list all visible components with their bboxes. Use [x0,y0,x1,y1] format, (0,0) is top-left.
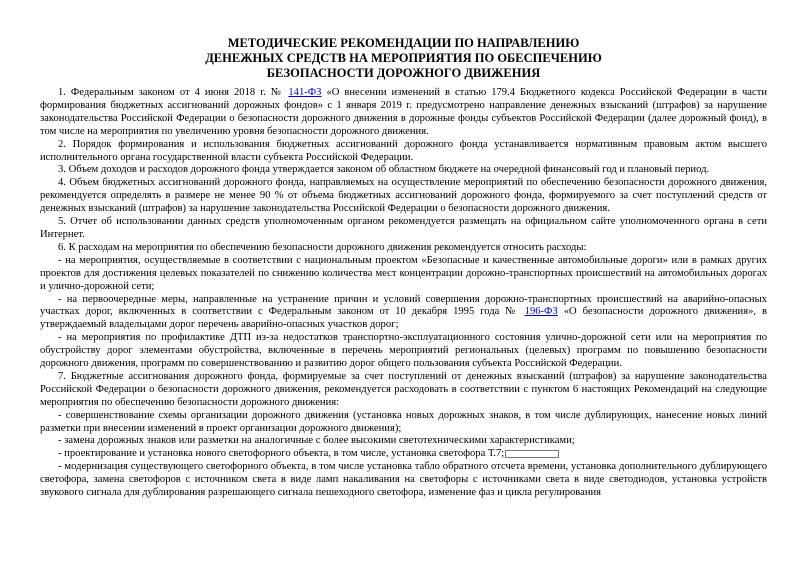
title-line-2: ДЕНЕЖНЫХ СРЕДСТВ НА МЕРОПРИЯТИЯ ПО ОБЕСПЕЧЕНИЮ [205,51,602,65]
paragraph-5: 5. Отчет об использовании данных средств уполномоченным органом рекомендуется размещать на официальном сайте уполномоченного органа в сети Интернет. [40,216,767,240]
paragraph-7c-text: - проектирование и установка нового светофорного объекта, в том числе, установка светофора Т.7; [58,448,505,460]
paragraph-6-item-prevention: - на мероприятия по профилактике ДТП из-за недостатков транспортно-эксплуатационного состояния улично-дорожной сети или на мероприятия по обустройству дорог элементами обустройства, включенные в перечень мероприятий региональных (целевых) программ по повышению безопасности дорожного движения, программ по совершенствованию и развитию дорог общего пользования субъекта Российской Федерации. [40,332,767,370]
paragraph-6-item-priority-measures [40,294,767,333]
law-link-141fz[interactable]: 141-ФЗ [288,87,322,98]
paragraph-1-text-a: 1. Федеральным законом от 4 июня 2018 г. № [58,87,289,98]
paragraph-6-item-national-project: - на мероприятия, осуществляемые в соответствии с национальным проектом «Безопасные и качественные автомобильные дороги» или в рамках других проектов для достижения целевых показателей по снижению количества мест концентрации дорожно-транспортных происшествий на автомобильных дорогах и улично-дорожной сети; [40,254,767,292]
document-page [40,36,767,500]
title-line-1: МЕТОДИЧЕСКИЕ РЕКОМЕНДАЦИИ ПО НАПРАВЛЕНИЮ [227,36,580,50]
paragraph-7-item-scheme: - совершенствование схемы организации дорожного движения (установка новых дорожных знаков, в том числе дублирующих, нанесение новых линий разметки при внесении изменений в проект организации дорожного движения); [40,409,767,434]
paragraph-2: 2. Порядок формирования и использования бюджетных ассигнований дорожного фонда устанавливается нормативным правовым актом высшего исполнительного органа государственной власти субъекта Российской Федерации. [40,138,767,163]
embedded-object-placeholder [505,450,559,458]
paragraph-3: 3. Объем доходов и расходов дорожного фонда утверждается законом об областном бюджете на очередной финансовый год и плановый период. [58,164,710,176]
paragraph-1 [40,87,767,139]
paragraph-6b-text-a: - на первоочередные меры, направленные на устранение причин и условий совершения дорожно-транспортных происшествий на аварийно-опасных участках дорог, включенных в соответствии с Федеральным законом от 10 декабря 1995 года № [40,293,767,318]
paragraph-7-item-modernization: - модернизация существующего светофорного объекта, в том числе установка табло обратного отсчета времени, установка дополнительного дублирующего светофора, замена светофоров с источником света в виде ламп накаливания на светофоры с источниками света в виде светодиодов, установка устройств звукового сигнала для дублирования разрешающего сигнала пешеходного светофора, изменение фаз и цикла регулирования [40,461,767,499]
paragraph-6b-text-b: «О безопасности дорожного движения», в утверждаемый владельцами дорог перечень аварийно-опасных участков дорог; [40,306,767,331]
title-line-3: БЕЗОПАСНОСТИ ДОРОЖНОГО ДВИЖЕНИЯ [266,66,541,80]
law-link-196fz[interactable]: 196-ФЗ [524,306,558,318]
document-title [40,36,767,81]
paragraph-6: 6. К расходам на мероприятия по обеспечению безопасности дорожного движения рекомендуется относить расходы: [58,241,587,253]
paragraph-4: 4. Объем бюджетных ассигнований дорожного фонда, направляемых на осуществление мероприятий по обеспечению безопасности дорожного движения, рекомендуется определять в размере не менее 90 % от объема бюджетных ассигнований дорожного фонда, формируемого за счет поступлений средств от денежных взысканий (штрафов) за нарушение законодательства Российской Федерации о безопасности дорожного движения. [40,177,767,215]
paragraph-7: 7. Бюджетные ассигнования дорожного фонда, формируемые за счет поступлений от денежных взысканий (штрафов) за нарушение законодательства Российской Федерации о безопасности дорожного движения, рекомендуется расходовать в соответствии с пунктом 6 настоящих Рекомендаций на следующие мероприятия по обеспечению безопасности дорожного движения: [40,370,767,408]
paragraph-1-text-b: «О внесении изменений в статью 179.4 Бюджетного кодекса Российской Федерации в части формирования бюджетных ассигнований дорожных фондов» с 1 января 2019 г. предусмотрено направление денежных взысканий (штрафов) за нарушение законодательства Российской Федерации о безопасности дорожного движения в дорожные фонды субъектов Российской Федерации (далее дорожный фонд), в том числе на мероприятия по увеличению уровня безопасности дорожного движения. [40,87,767,137]
paragraph-7-item-sign-replacement: - замена дорожных знаков или разметки на аналогичные с более высокими светотехническими характеристиками; [58,435,575,447]
paragraph-7-item-traffic-light [40,448,767,461]
